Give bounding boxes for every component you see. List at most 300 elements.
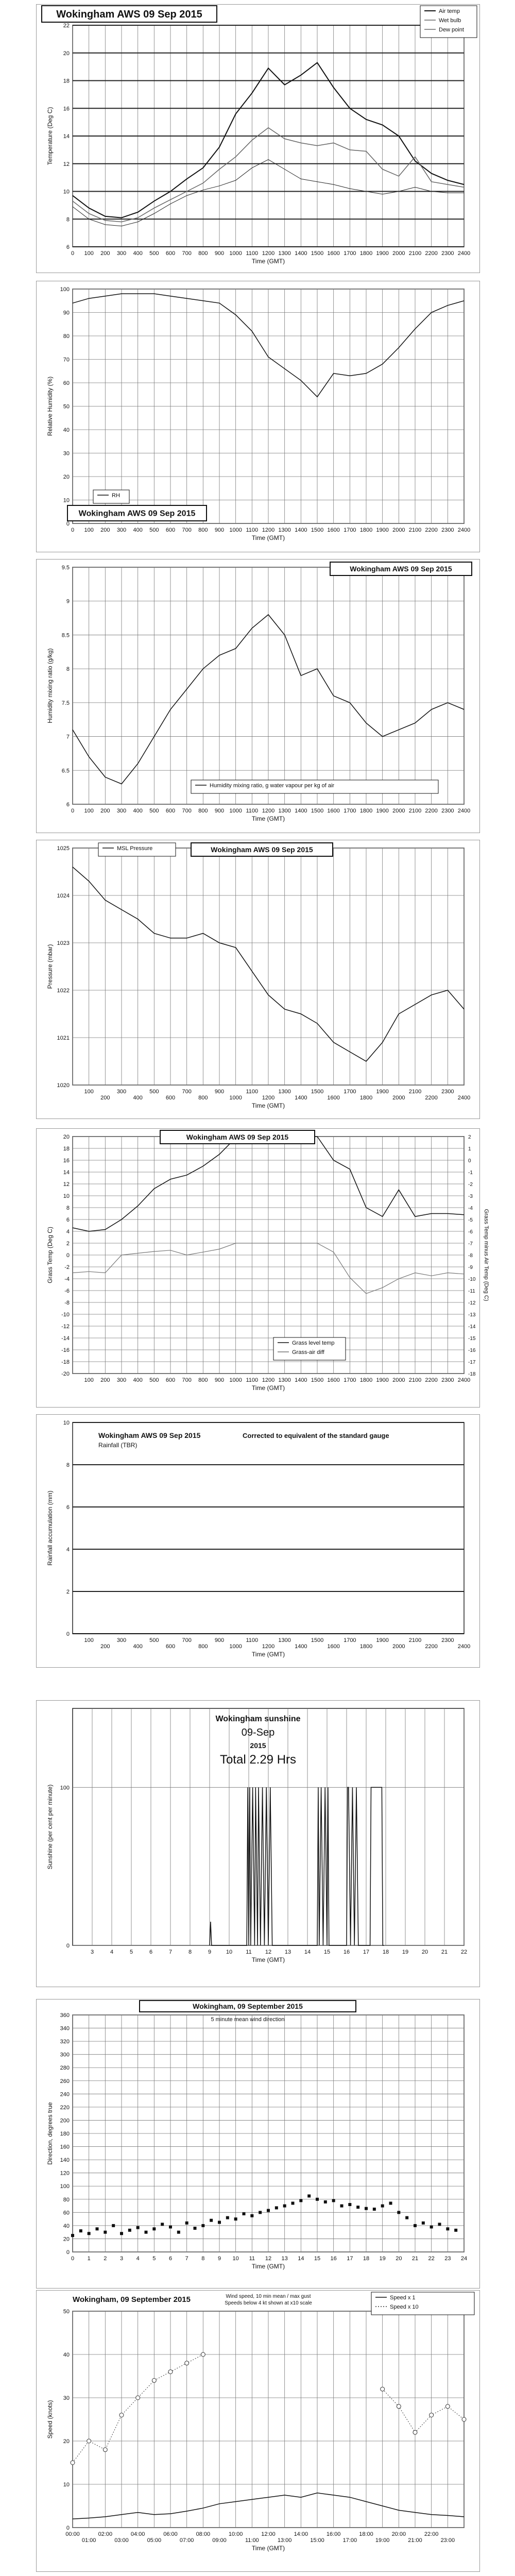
scatter-point (275, 2206, 278, 2209)
x-tick-label: 14:00 (294, 2531, 308, 2537)
series-marker (397, 2404, 401, 2409)
x-tick-label: 15 (323, 1949, 331, 1955)
x-tick-label: 20 (421, 1949, 428, 1955)
y-tick-label: 2 (66, 1241, 70, 1247)
x-tick-label: 900 (214, 250, 225, 257)
scatter-point (332, 2199, 335, 2202)
x-tick-label: 1000 (229, 1377, 242, 1383)
x-tick-label: 200 (100, 250, 110, 257)
y-tick-label: -20 (61, 1371, 70, 1377)
legend-label: Wet bulb (439, 18, 461, 24)
y-tick-label: 7.5 (61, 700, 70, 706)
scatter-point (365, 2207, 368, 2210)
x-tick-label: 300 (116, 1637, 127, 1643)
x-tick-label: 1600 (327, 1095, 340, 1101)
x-axis-label: Time (GMT) (251, 1651, 285, 1658)
x-tick-label: 2000 (392, 1643, 405, 1650)
scatter-point (348, 2203, 351, 2206)
y-tick-label: 140 (60, 2157, 70, 2164)
x-tick-label: 15:00 (310, 2537, 324, 2544)
y-tick-label: 6.5 (61, 768, 70, 774)
x-tick-label: 2100 (408, 1377, 422, 1383)
y-tick-label: 100 (60, 2183, 70, 2190)
scatter-point (250, 2214, 253, 2217)
legend-label: Air temp (439, 8, 460, 14)
sunshine-chart (36, 1700, 480, 1987)
x-tick-label: 500 (149, 1637, 159, 1643)
x-tick-label: 1000 (229, 1643, 242, 1650)
x-tick-label: 10 (232, 2256, 239, 2262)
pressure-chart-svg (37, 840, 479, 1118)
x-tick-label: 500 (149, 1089, 159, 1095)
y-tick-label: 14 (63, 1170, 70, 1176)
series-marker (430, 2413, 434, 2417)
x-tick-label: 600 (165, 250, 176, 257)
scatter-point (136, 2226, 140, 2229)
x-tick-label: 1200 (262, 250, 275, 257)
x-tick-label: 1400 (295, 1643, 307, 1650)
x-tick-label: 4 (136, 2256, 140, 2262)
x-tick-label: 2400 (457, 250, 471, 257)
x-tick-label: 800 (198, 1095, 208, 1101)
x-tick-label: 1600 (327, 527, 340, 533)
x-tick-label: 600 (165, 808, 176, 814)
x-tick-label: 23 (444, 2256, 451, 2262)
scatter-point (340, 2205, 344, 2208)
x-tick-label: 1600 (327, 1643, 340, 1650)
wind-direction-chart-svg (37, 1999, 479, 2288)
x-tick-label: 13 (281, 2256, 288, 2262)
legend-label: Dew point (439, 27, 464, 33)
y2-tick-label: -11 (468, 1289, 475, 1294)
x-tick-label: 2400 (457, 808, 471, 814)
x-tick-label: 10 (226, 1949, 233, 1955)
x-tick-label: 3 (119, 2256, 124, 2262)
x-tick-label: 1400 (295, 808, 307, 814)
x-tick-label: 5 (152, 2256, 156, 2262)
scatter-point (218, 2221, 221, 2224)
y-tick-label: 30 (63, 450, 70, 457)
y-tick-label: 60 (63, 2210, 70, 2216)
x-tick-label: 200 (100, 1643, 110, 1650)
x-tick-label: 7 (185, 2256, 188, 2262)
y-axis-label: Relative Humidity (%) (46, 376, 54, 436)
legend-label: Speed x 1 (390, 2295, 416, 2301)
x-tick-label: 1100 (246, 808, 259, 814)
y-axis-label: Pressure (mbar) (46, 944, 54, 989)
x-axis-label: Time (GMT) (251, 2545, 285, 2552)
x-tick-label: 15 (314, 2256, 321, 2262)
x-tick-label: 20 (396, 2256, 402, 2262)
legend-label: MSL Pressure (117, 845, 153, 852)
y2-tick-label: -17 (468, 1360, 476, 1365)
y-tick-label: 10 (63, 189, 70, 195)
x-tick-label: 1900 (376, 250, 389, 257)
x-tick-label: 8 (201, 2256, 205, 2262)
x-tick-label: 1900 (376, 1089, 389, 1095)
y-tick-label: 8.5 (61, 632, 70, 639)
x-tick-label: 900 (214, 1089, 225, 1095)
x-tick-label: 2200 (425, 1377, 438, 1383)
x-tick-label: 17:00 (342, 2537, 357, 2544)
y-tick-label: 2 (66, 1589, 70, 1595)
x-tick-label: 23:00 (440, 2537, 455, 2544)
x-tick-label: 1700 (344, 808, 356, 814)
x-tick-label: 100 (84, 527, 94, 533)
y-tick-label: 8 (66, 216, 70, 223)
x-tick-label: 1100 (246, 1089, 259, 1095)
chart-8-subtitle: 5 minute mean wind direction (211, 2016, 285, 2023)
scatter-point (96, 2227, 99, 2230)
temperature-chart (36, 4, 480, 273)
x-tick-label: 1300 (278, 808, 291, 814)
x-tick-label: 800 (198, 1643, 208, 1650)
x-tick-label: 1400 (295, 250, 307, 257)
y-tick-label: 40 (63, 2352, 70, 2358)
x-tick-label: 1900 (376, 1377, 389, 1383)
y-tick-label: 4 (66, 1547, 70, 1553)
x-tick-label: 900 (214, 1377, 225, 1383)
y2-tick-label: -9 (468, 1265, 473, 1270)
x-tick-label: 600 (165, 1643, 176, 1650)
y-tick-label: 22 (63, 23, 70, 29)
scatter-point (234, 2217, 237, 2221)
series-marker (185, 2361, 189, 2365)
legend-label: RH (112, 493, 120, 499)
y-tick-label: 20 (63, 474, 70, 480)
scatter-point (145, 2231, 148, 2234)
x-tick-label: 800 (198, 808, 208, 814)
rainfall-chart-svg (37, 1415, 479, 1667)
x-tick-label: 11 (246, 1949, 252, 1955)
x-tick-label: 9 (208, 1949, 212, 1955)
x-tick-label: 1800 (359, 250, 373, 257)
x-tick-label: 4 (110, 1949, 114, 1955)
y-tick-label: 100 (60, 286, 70, 293)
x-tick-label: 2400 (457, 1095, 471, 1101)
x-tick-label: 2200 (425, 1643, 438, 1650)
y-tick-label: -12 (61, 1324, 70, 1330)
y-tick-label: 200 (60, 2117, 70, 2124)
x-tick-label: 1000 (229, 250, 242, 257)
x-tick-label: 1900 (376, 808, 389, 814)
y2-tick-label: 0 (468, 1158, 471, 1164)
chart-5-title: Wokingham AWS 09 Sep 2015 (186, 1132, 289, 1141)
scatter-point (177, 2231, 180, 2234)
x-tick-label: 21:00 (408, 2537, 422, 2544)
y-tick-label: 30 (63, 2395, 70, 2401)
y2-tick-label: -3 (468, 1194, 473, 1199)
x-tick-label: 300 (116, 527, 127, 533)
y-tick-label: 6 (66, 244, 70, 250)
y2-tick-label: -15 (468, 1336, 476, 1342)
x-tick-label: 7 (168, 1949, 173, 1955)
y-tick-label: -2 (64, 1264, 70, 1270)
x-tick-label: 1000 (229, 527, 242, 533)
x-tick-label: 21 (411, 2256, 419, 2262)
x-tick-label: 2100 (408, 1637, 422, 1643)
x-tick-label: 1500 (311, 250, 324, 257)
x-axis-label: Time (GMT) (251, 258, 285, 265)
x-tick-label: 700 (182, 527, 192, 533)
scatter-point (161, 2223, 164, 2226)
chart-4-title: Wokingham AWS 09 Sep 2015 (211, 845, 313, 854)
x-tick-label: 18 (363, 2256, 370, 2262)
scatter-point (243, 2212, 246, 2215)
x-tick-label: 100 (84, 250, 94, 257)
x-tick-label: 500 (149, 808, 159, 814)
y2-tick-label: -14 (468, 1324, 476, 1330)
x-tick-label: 0 (71, 808, 75, 814)
chart-3-title: Wokingham AWS 09 Sep 2015 (350, 564, 452, 573)
x-tick-label: 1700 (344, 250, 356, 257)
scatter-point (307, 2194, 311, 2197)
x-tick-label: 400 (133, 250, 143, 257)
x-tick-label: 2300 (441, 808, 454, 814)
x-tick-label: 500 (149, 250, 159, 257)
y-tick-label: 20 (63, 2236, 70, 2243)
x-tick-label: 500 (149, 527, 159, 533)
y-tick-label: 160 (60, 2144, 70, 2150)
y2-tick-label: -10 (468, 1277, 476, 1282)
sunshine-chart-svg (37, 1701, 479, 1987)
x-tick-label: 400 (133, 1377, 143, 1383)
y-tick-label: 20 (63, 2438, 70, 2445)
x-tick-label: 1300 (278, 527, 291, 533)
x-tick-label: 19:00 (375, 2537, 390, 2544)
y2-tick-label: -7 (468, 1241, 473, 1247)
x-tick-label: 2300 (441, 1089, 454, 1095)
y-tick-label: 9.5 (61, 565, 70, 571)
series-marker (413, 2430, 417, 2434)
scatter-point (283, 2205, 286, 2208)
x-tick-label: 1000 (229, 808, 242, 814)
x-tick-label: 200 (100, 808, 110, 814)
x-tick-label: 1700 (344, 527, 356, 533)
x-tick-label: 1700 (344, 1637, 356, 1643)
y-tick-label: 10 (63, 2482, 70, 2488)
series-marker (103, 2448, 107, 2452)
y-tick-label: 300 (60, 2052, 70, 2058)
x-tick-label: 400 (133, 1643, 143, 1650)
x-tick-label: 200 (100, 1095, 110, 1101)
y-axis-label: Humidity mixing ratio (g/kg) (46, 648, 54, 723)
x-tick-label: 2000 (392, 527, 405, 533)
y-tick-label: 10 (63, 497, 70, 504)
x-tick-label: 400 (133, 1095, 143, 1101)
y2-tick-label: 1 (468, 1146, 471, 1152)
y2-tick-label: -4 (468, 1206, 473, 1211)
scatter-point (381, 2205, 384, 2208)
y-tick-label: 90 (63, 310, 70, 316)
x-tick-label: 1800 (359, 527, 373, 533)
x-tick-label: 22 (460, 1949, 468, 1955)
y-tick-label: -6 (64, 1288, 70, 1294)
x-tick-label: 16:00 (326, 2531, 341, 2537)
scatter-point (414, 2224, 417, 2227)
legend-label: Grass-air diff (292, 1349, 324, 1355)
x-tick-label: 11:00 (245, 2537, 259, 2544)
y-tick-label: 0 (66, 2525, 70, 2531)
y-tick-label: 9 (66, 598, 70, 605)
y-tick-label: 80 (63, 2196, 70, 2203)
y-axis-label: Speed (knots) (46, 2400, 54, 2439)
x-axis-label: Time (GMT) (251, 1956, 285, 1963)
mixing-ratio-chart-svg (37, 560, 479, 833)
x-tick-label: 22 (428, 2256, 435, 2262)
y-tick-label: 320 (60, 2039, 70, 2045)
x-tick-label: 600 (165, 1377, 176, 1383)
scatter-point (194, 2227, 197, 2230)
x-tick-label: 1900 (376, 527, 389, 533)
x-axis-label: Time (GMT) (251, 534, 285, 541)
scatter-point (438, 2223, 441, 2226)
legend-label: Speed x 10 (390, 2304, 419, 2310)
rainfall-chart (36, 1414, 480, 1668)
y-axis-label: Sunshine (per cent per minute) (46, 1784, 54, 1870)
chart-7-year: 2015 (250, 1741, 266, 1750)
y-tick-label: 18 (63, 78, 70, 84)
y-tick-label: 1023 (57, 940, 70, 946)
series-marker (119, 2413, 124, 2417)
scatter-point (128, 2229, 131, 2232)
x-tick-label: 2300 (441, 250, 454, 257)
legend-label: Humidity mixing ratio, g water vapour per kg of air (210, 783, 335, 789)
x-tick-label: 19 (402, 1949, 409, 1955)
chart-6-title: Wokingham AWS 09 Sep 2015 (98, 1431, 201, 1439)
x-tick-label: 500 (149, 1377, 159, 1383)
y-tick-label: -16 (61, 1347, 70, 1353)
wind-direction-chart (36, 1999, 480, 2289)
scatter-point (446, 2227, 449, 2230)
y-tick-label: -10 (61, 1312, 70, 1318)
y2-tick-label: -8 (468, 1253, 473, 1259)
x-tick-label: 300 (116, 250, 127, 257)
scatter-point (324, 2200, 327, 2204)
x-tick-label: 1100 (246, 1637, 259, 1643)
x-tick-label: 1500 (311, 808, 324, 814)
x-axis-label: Time (GMT) (251, 1384, 285, 1392)
rh-legend (93, 490, 129, 503)
x-tick-label: 2300 (441, 527, 454, 533)
y2-tick-label: -6 (468, 1229, 473, 1235)
x-tick-label: 1800 (359, 1643, 373, 1650)
y-axis-label: Temperature (Deg C) (46, 107, 54, 165)
x-tick-label: 300 (116, 1089, 127, 1095)
x-tick-label: 1200 (262, 527, 275, 533)
x-tick-label: 1600 (327, 808, 340, 814)
x-tick-label: 2400 (457, 1377, 471, 1383)
x-tick-label: 2200 (425, 1095, 438, 1101)
series-marker (136, 2396, 140, 2400)
x-tick-label: 04:00 (130, 2531, 145, 2537)
x-tick-label: 2400 (457, 527, 471, 533)
x-tick-label: 00:00 (65, 2531, 80, 2537)
x-tick-label: 200 (100, 1377, 110, 1383)
plot-area (73, 1422, 464, 1634)
y-tick-label: 0 (66, 1631, 70, 1637)
scatter-point (397, 2211, 400, 2214)
y-tick-label: 20 (63, 1134, 70, 1140)
chart-6-note: Corrected to equivalent of the standard gauge (243, 1432, 389, 1439)
y-tick-label: 6 (66, 1217, 70, 1223)
y-tick-label: 340 (60, 2025, 70, 2032)
y-tick-label: 12 (63, 1181, 70, 1188)
y-tick-label: 100 (60, 1785, 70, 1791)
scatter-point (299, 2199, 302, 2202)
x-tick-label: 16 (330, 2256, 337, 2262)
x-tick-label: 200 (100, 527, 110, 533)
x-axis-label: Time (GMT) (251, 815, 285, 822)
y-tick-label: 16 (63, 1158, 70, 1164)
y-tick-label: 80 (63, 333, 70, 340)
x-tick-label: 14 (298, 2256, 304, 2262)
x-tick-label: 2000 (392, 1095, 405, 1101)
y2-tick-label: -18 (468, 1371, 476, 1377)
x-tick-label: 400 (133, 808, 143, 814)
x-tick-label: 700 (182, 250, 192, 257)
y-tick-label: 16 (63, 106, 70, 112)
scatter-point (169, 2225, 172, 2228)
y-tick-label: 6 (66, 802, 70, 808)
x-tick-label: 2000 (392, 808, 405, 814)
chart-6-subtitle: Rainfall (TBR) (98, 1442, 138, 1449)
x-tick-label: 700 (182, 1377, 192, 1383)
x-tick-label: 800 (198, 1377, 208, 1383)
x-tick-label: 2000 (392, 1377, 405, 1383)
y2-tick-label: -13 (468, 1312, 476, 1318)
x-tick-label: 300 (116, 1377, 127, 1383)
x-tick-label: 1400 (295, 1095, 307, 1101)
scatter-point (201, 2224, 204, 2227)
chart-1-title: Wokingham AWS 09 Sep 2015 (56, 9, 202, 20)
y-tick-label: 40 (63, 2223, 70, 2229)
x-tick-label: 300 (116, 808, 127, 814)
scatter-point (356, 2206, 359, 2209)
x-tick-label: 1200 (262, 1643, 275, 1650)
series-marker (201, 2352, 205, 2357)
y-axis-label: Rainfall accumulation (mm) (46, 1490, 54, 1566)
y-tick-label: 1021 (57, 1035, 70, 1041)
x-tick-label: 8 (188, 1949, 192, 1955)
y-tick-label: 40 (63, 427, 70, 433)
chart-2-title: Wokingham AWS 09 Sep 2015 (78, 509, 196, 518)
x-tick-label: 1000 (229, 1095, 242, 1101)
chart-7-total: Total 2.29 Hrs (219, 1753, 297, 1767)
x-tick-label: 1600 (327, 1377, 340, 1383)
y-tick-label: 0 (66, 1252, 70, 1259)
scatter-point (120, 2232, 123, 2235)
x-tick-label: 2 (104, 2256, 107, 2262)
y-tick-label: 1025 (57, 845, 70, 852)
x-tick-label: 0 (71, 2256, 75, 2262)
y-tick-label: 4 (66, 1229, 70, 1235)
x-axis-label: Time (GMT) (251, 1102, 285, 1109)
y2-tick-label: -16 (468, 1348, 476, 1353)
x-tick-label: 1300 (278, 250, 291, 257)
y-tick-label: 260 (60, 2078, 70, 2084)
y-tick-label: 12 (63, 161, 70, 167)
x-tick-label: 900 (214, 527, 225, 533)
y-tick-label: 0 (66, 2249, 70, 2256)
y-tick-label: 8 (66, 1462, 70, 1468)
y-tick-label: 10 (63, 1193, 70, 1199)
x-tick-label: 100 (84, 1377, 94, 1383)
y-tick-label: 180 (60, 2131, 70, 2137)
y-tick-label: 8 (66, 1205, 70, 1211)
scatter-point (389, 2201, 392, 2205)
series-marker (462, 2417, 466, 2421)
